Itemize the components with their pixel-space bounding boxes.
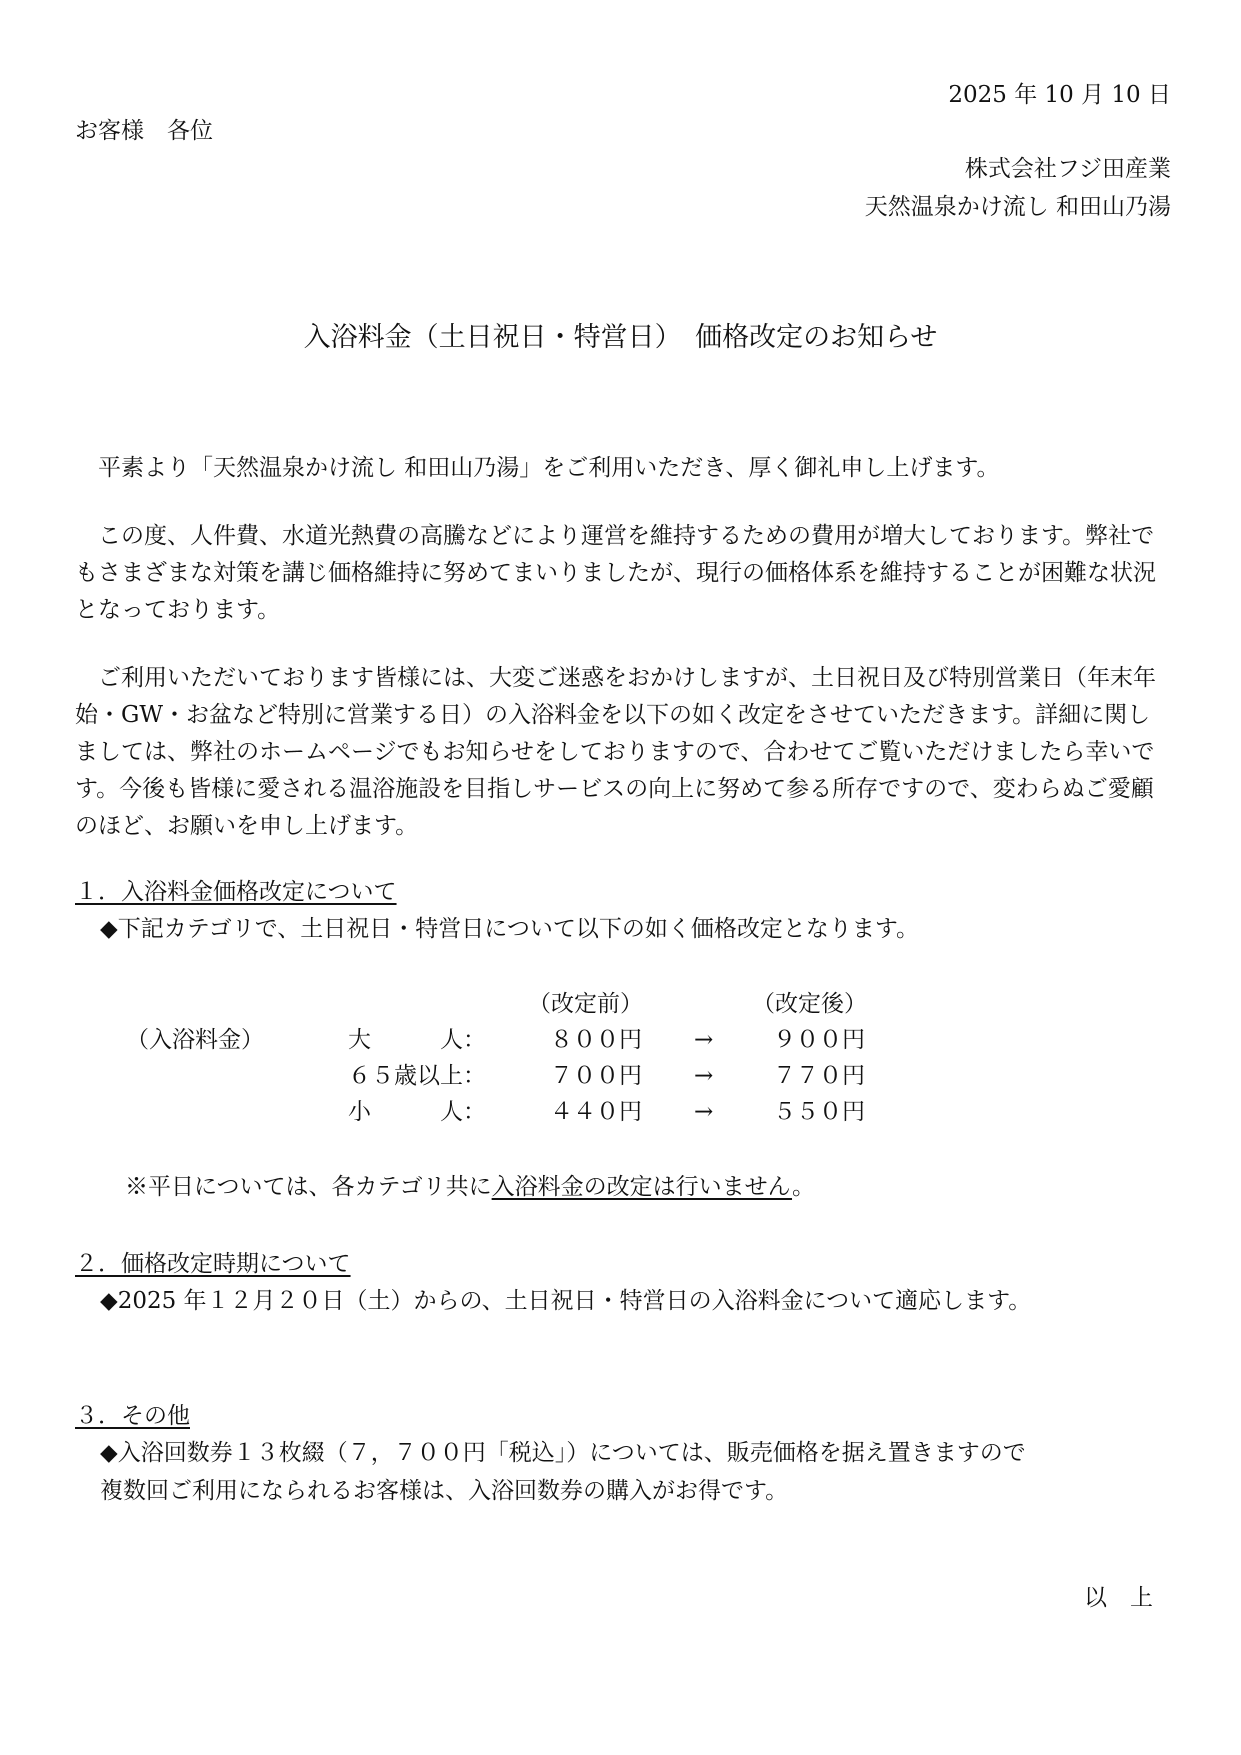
addressee: お客様 各位 xyxy=(75,118,213,144)
arrow-senior: → xyxy=(694,1063,714,1089)
category-adult: 大 人： xyxy=(348,1027,486,1053)
greeting-paragraph: 平素より「天然温泉かけ流し 和田山乃湯」をご利用いただき、厚く御礼申し上げます。 xyxy=(98,455,1000,481)
price-after-adult: ９００円 xyxy=(773,1027,865,1053)
document-date: 2025 年 10 月 10 日 xyxy=(948,82,1171,108)
announcement-paragraph: ご利用いただいております皆様には、大変ご迷惑をおかけしますが、土日祝日及び特別営業日（年末年始・GW・お盆など特別に営業する日）の入浴料金を以下の如く改定をさせていただきます。詳細に関しましては、弊社のホームページでもお知らせをしておりますので、合わせてご覧いただけましたら幸いです。今後も皆様に愛される温浴施設を目指しサービスの向上に努めて参る所存ですので、変わらぬご愛顧のほど、お願いを申し上げます。 xyxy=(75,665,1156,839)
reason-paragraph: この度、人件費、水道光熱費の高騰などにより運営を維持するための費用が増大しております。弊社でもさまざまな対策を講じ価格維持に努めてまいりましたが、現行の価格体系を維持することが困難な状況となっております。 xyxy=(75,523,1156,623)
weekday-note-emphasis: 入浴料金の改定は行いません xyxy=(491,1174,793,1200)
sender-company: 株式会社フジ田産業 xyxy=(964,156,1171,182)
price-table-label: （入浴料金） xyxy=(126,1027,264,1053)
price-before-senior: ７００円 xyxy=(550,1063,642,1089)
column-after-header: （改定後） xyxy=(752,991,867,1017)
section-2-bullet: ◆2025 年１２月２０日（土）からの、土日祝日・特営日の入浴料金について適応します。 xyxy=(100,1288,1032,1314)
section-1-bullet: ◆下記カテゴリで、土日祝日・特営日について以下の如く価格改定となります。 xyxy=(100,916,920,942)
weekday-note: ※平日については、各カテゴリ共に入浴料金の改定は行いません。 xyxy=(125,1174,816,1200)
sender-facility: 天然温泉かけ流し 和田山乃湯 xyxy=(864,194,1171,220)
arrow-adult: → xyxy=(694,1027,714,1053)
arrow-child: → xyxy=(694,1099,714,1125)
section-1-heading: １．入浴料金価格改定について xyxy=(75,879,397,905)
price-before-child: ４４０円 xyxy=(550,1099,642,1125)
price-after-senior: ７７０円 xyxy=(773,1063,865,1089)
closing-mark: 以 上 xyxy=(1084,1585,1153,1611)
category-senior: ６５歳以上： xyxy=(348,1063,486,1089)
category-child: 小 人： xyxy=(348,1099,486,1125)
column-before-header: （改定前） xyxy=(528,991,643,1017)
section-3-bullet-line-2: 複数回ご利用になられるお客様は、入浴回数券の購入がお得です。 xyxy=(100,1478,789,1504)
section-2-heading: ２．価格改定時期について xyxy=(75,1251,351,1277)
price-after-child: ５５０円 xyxy=(773,1099,865,1125)
section-3-heading: ３．その他 xyxy=(75,1403,190,1429)
document-title: 入浴料金（土日祝日・特営日） 価格改定のお知らせ xyxy=(303,322,938,353)
section-3-bullet-line-1: ◆入浴回数券１３枚綴（７，７００円「税込」）については、販売価格を据え置きますので xyxy=(100,1440,1026,1466)
price-before-adult: ８００円 xyxy=(550,1027,642,1053)
